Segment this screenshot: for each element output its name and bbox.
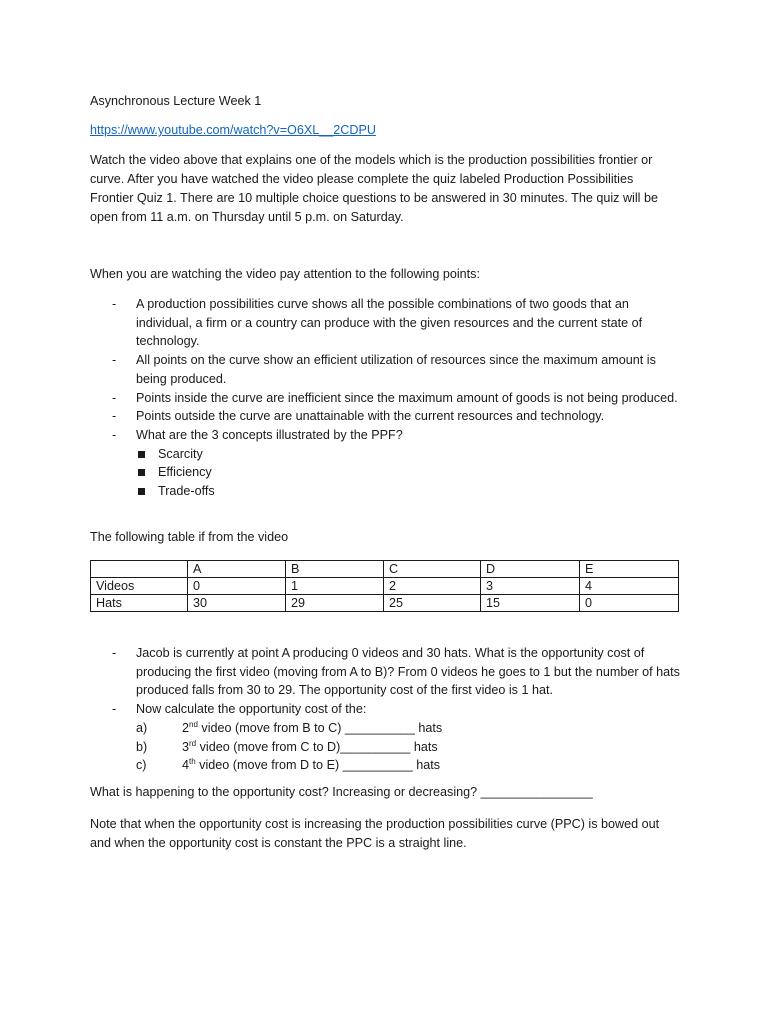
dash-marker: - xyxy=(112,353,117,368)
list-item xyxy=(90,351,680,388)
point-text: What are the 3 concepts illustrated by the PPF? xyxy=(136,427,403,442)
table-cell: 0 xyxy=(580,595,679,612)
table-cell: B xyxy=(286,561,384,578)
list-item xyxy=(90,295,680,351)
list-item xyxy=(90,426,680,501)
dash-marker: - xyxy=(112,297,117,311)
table-cell: 25 xyxy=(384,595,481,612)
dash-marker: - xyxy=(112,646,117,660)
table-cell xyxy=(91,561,188,578)
table-cell: 1 xyxy=(286,578,384,595)
calc-list xyxy=(136,719,680,775)
table-cell: Videos xyxy=(91,578,188,595)
table-cell: 3 xyxy=(481,578,580,595)
table-row xyxy=(91,578,679,595)
table-cell: E xyxy=(580,561,679,578)
point-text: A production possibilities curve shows all the possible combinations of two goods that an individual, a firm or a country can produce with the given resources and the current state of technology. xyxy=(136,297,643,349)
concept-item: Scarcity xyxy=(136,445,680,464)
table-cell: C xyxy=(384,561,481,578)
calc-item: b) 3rd video (move from C to D)__________ hats xyxy=(136,738,438,754)
question-text: Now calculate the opportunity cost of the: xyxy=(136,702,367,717)
table-cell: 4 xyxy=(580,578,679,595)
table-cell: Hats xyxy=(91,595,188,612)
point-text: Points outside the curve are unattainable with the current resources and technology. xyxy=(136,409,605,424)
dash-marker: - xyxy=(112,702,117,717)
table-caption: The following table if from the video xyxy=(90,530,289,544)
concepts-list xyxy=(136,445,680,501)
point-text: Points inside the curve are inefficient since the maximum amount of goods is not being produced. xyxy=(136,390,678,405)
ppc-note: Note that when the opportunity cost is increasing the production possibilities curve (PPC) is bowed out and when the opportunity cost is constant the PPC is a straight line. xyxy=(90,817,660,850)
question-list xyxy=(90,644,680,775)
key-points-list xyxy=(90,295,680,501)
table-cell: 2 xyxy=(384,578,481,595)
dash-marker: - xyxy=(112,390,117,405)
table-cell: A xyxy=(188,561,286,578)
table-cell: 0 xyxy=(188,578,286,595)
calc-item: a) 2nd video (move from B to C) __________ hats xyxy=(136,719,443,735)
square-bullet-icon xyxy=(138,469,145,476)
opportunity-cost-question: What is happening to the opportunity cost? Increasing or decreasing? ________________ xyxy=(90,785,593,799)
list-item xyxy=(90,644,680,700)
page-title: Asynchronous Lecture Week 1 xyxy=(90,94,262,108)
table-cell: 29 xyxy=(286,595,384,612)
point-text: All points on the curve show an efficient utilization of resources since the maximum amount is being produced. xyxy=(136,353,656,386)
square-bullet-icon xyxy=(138,451,145,458)
question-text: Jacob is currently at point A producing 0 videos and 30 hats. What is the opportunity cost of producing the first video (moving from A to B)? From 0 videos he goes to 1 but the number of hats produced falls from 30 to 29. The opportunity cost of the first video is 1 hat. xyxy=(136,646,680,698)
list-item xyxy=(90,407,680,426)
concept-item: Efficiency xyxy=(136,463,680,482)
table-cell: D xyxy=(481,561,580,578)
dash-marker: - xyxy=(112,409,117,424)
list-item xyxy=(90,700,680,775)
video-link[interactable]: https://www.youtube.com/watch?v=O6XL__2CDPU xyxy=(90,123,376,137)
table-row xyxy=(91,595,679,612)
table-cell: 15 xyxy=(481,595,580,612)
production-table xyxy=(90,560,679,612)
square-bullet-icon xyxy=(138,488,145,495)
list-item xyxy=(90,389,680,408)
calc-item: c) 4th video (move from D to E) __________ hats xyxy=(136,757,440,773)
dash-marker: - xyxy=(112,427,117,442)
instructions-paragraph: Watch the video above that explains one of the models which is the production possibilities frontier or curve. After you have watched the video please complete the quiz labeled Production Possibilities Frontier Quiz 1. There are 10 multiple choice questions to be answered in 30 minutes. The quiz will be open from 11 a.m. on Thursday until 5 p.m. on Saturday. xyxy=(90,153,658,224)
concept-item: Trade-offs xyxy=(136,482,680,501)
table-header-row xyxy=(91,561,679,578)
points-intro: When you are watching the video pay attention to the following points: xyxy=(90,267,480,281)
table-cell: 30 xyxy=(188,595,286,612)
